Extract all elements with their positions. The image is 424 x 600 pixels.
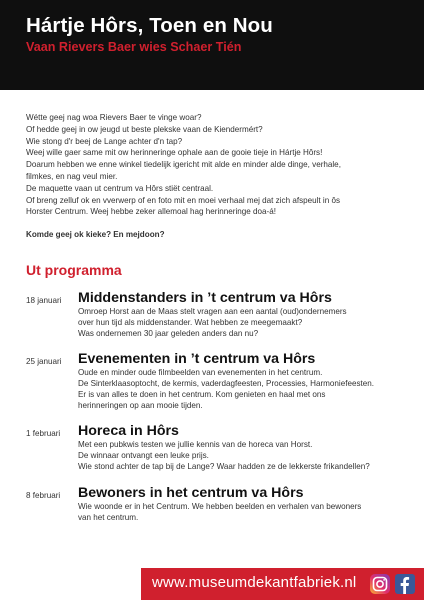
page-title: Hártje Hôrs, Toen en Nou — [26, 14, 273, 37]
program-heading: Ut programma — [26, 262, 122, 278]
event-title: Horeca in Hôrs — [78, 423, 179, 439]
event-date: 18 januari — [26, 296, 62, 305]
intro-question: Komde geej ok kieke? En mejdoon? — [26, 230, 165, 240]
intro-text — [26, 112, 416, 241]
intro-line: Weej wille gaer same mit ow herinneringe ophale aan de gooie tieje in Hártje Hôrs! — [26, 148, 323, 158]
event-title: Evenementen in ’t centrum va Hôrs — [78, 351, 316, 367]
event-line: Er is van alles te doen in het centrum. Kom genieten en haal met ons — [78, 389, 326, 399]
intro-line: De maquette vaan ut centrum va Hôrs stiët centraal. — [26, 183, 214, 193]
event-line: Met een pubkwis testen we jullie kennis van de horeca van Horst. — [78, 440, 313, 449]
intro-line: Of hedde geej in ow jeugd ut beste plekske vaan de Kiendermért? — [26, 124, 263, 134]
intro-line: Wétte geej nag woa Rievers Baer te vinge woar? — [26, 113, 202, 122]
event-line: over hun tijd als middenstander. Wat hebben ze meegemaakt? — [78, 317, 303, 327]
event-line: Wie woonde er in het Centrum. We hebben beelden en verhalen van bewoners — [78, 502, 362, 511]
event-line: Oude en minder oude filmbeelden van evenementen in het centrum. — [78, 368, 323, 377]
event-date: 25 januari — [26, 357, 62, 366]
website-link[interactable]: www.museumdekantfabriek.nl — [152, 574, 357, 591]
event-line: herinneringen op aan mooie tijden. — [78, 400, 203, 410]
event-description — [78, 440, 418, 473]
intro-line: Of breng zelluf ok en vverwerp of en foto mit en moei verhaal mej dat zich afspeult in ôs — [26, 195, 341, 205]
event-line: van het centrum. — [78, 512, 139, 522]
event-date: 1 februari — [26, 429, 61, 438]
event-date: 8 februari — [26, 491, 61, 500]
intro-line: Doarum hebben we enne winkel tiedelijk igericht mit alde en minder alde dinge, verhale, — [26, 160, 341, 170]
event-line: Omroep Horst aan de Maas stelt vragen aan een aantal (oud)ondernemers — [78, 307, 347, 316]
event-title: Bewoners in het centrum va Hôrs — [78, 485, 304, 501]
footer-bar — [141, 568, 424, 600]
event-line: Wie stond achter de tap bij de Lange? Waar hadden ze de lekkerste frikandellen? — [78, 461, 370, 471]
intro-line: Horster Centrum. Weej hebbe zeker allemoal hag herinneringe doa-á! — [26, 207, 276, 217]
page-header — [0, 0, 424, 90]
instagram-icon[interactable] — [370, 574, 390, 594]
intro-line: filmkes, en nag veul mier. — [26, 171, 118, 181]
intro-line: Wie stong d'r beej de Lange achter d'n tap? — [26, 136, 183, 146]
event-line: Was ondernemen 30 jaar geleden anders dan nu? — [78, 328, 259, 338]
page-subtitle: Vaan Rievers Baer wies Schaer Tién — [26, 40, 242, 54]
event-description — [78, 368, 418, 412]
event-line: De winnaar ontvangt een leuke prijs. — [78, 450, 209, 460]
facebook-icon[interactable] — [395, 574, 415, 594]
event-description — [78, 307, 418, 340]
event-title: Middenstanders in ’t centrum va Hôrs — [78, 290, 332, 306]
event-line: De Sinterklaasoptocht, de kermis, vaderdagfeesten, Processies, Harmoniefeesten. — [78, 378, 375, 388]
event-description — [78, 502, 418, 524]
